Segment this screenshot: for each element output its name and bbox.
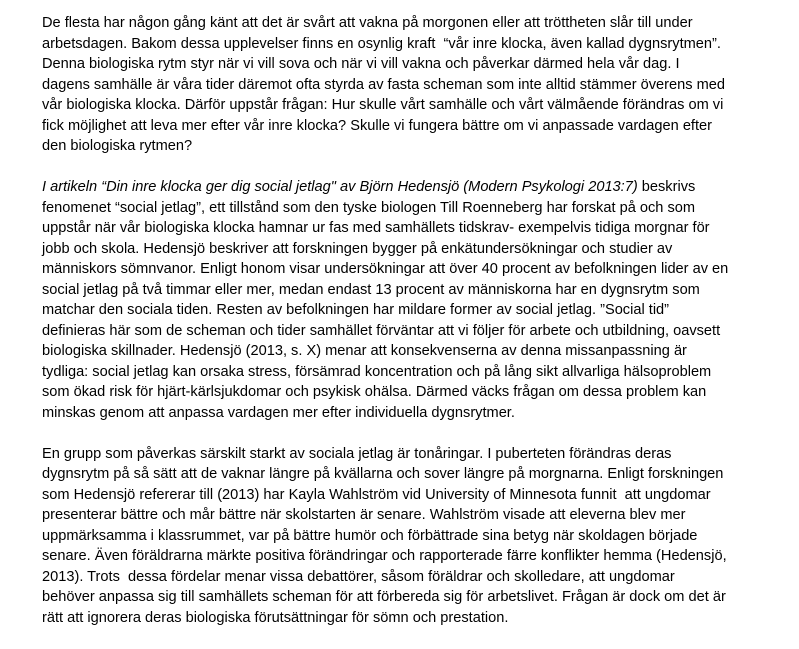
- text-line: den biologiska rytmen?: [42, 138, 193, 154]
- text-line: matchar den sociala tiden. Resten av befolkningen har mildare former av social jetlag. ”Social tid”: [42, 302, 670, 318]
- text-line: definieras här som de scheman och tider samhället förväntar att vi följer för arbete och utbildning, oavsett: [42, 322, 721, 339]
- text-line: social jetlag på två timmar eller mer, medan endast 13 procent av människorna har en dygnsrytm som: [42, 281, 700, 298]
- text-line: som Hedensjö refererar till (2013) har Kayla Wahlström vid University of Minnesota funnit att ungdomar: [42, 486, 711, 503]
- text-line: dagens samhälle är våra tider däremot ofta styrda av fasta scheman som inte alltid stämmer överens med: [42, 76, 725, 93]
- text-line: senare. Även föräldrarna märkte positiva förändringar och rapporterade färre konflikter hemma (Hedensjö,: [42, 548, 727, 564]
- text-line: dygnsrytm på så sätt att de vaknar längre på kvällarna och sover längre på morgnarna. Enligt forskningen: [42, 466, 724, 482]
- text-line: som ökad risk för hjärt-kärlsjukdomar och psykisk ohälsa. Därmed väcks frågan om dessa problem kan: [42, 384, 707, 400]
- paragraph-teenagers: [42, 444, 772, 629]
- text-line: rätt att ignorera deras biologiska förutsättningar för sömn och prestation.: [42, 609, 509, 626]
- text-line: En grupp som påverkas särskilt starkt av sociala jetlag är tonåringar. I puberteten förändras deras: [42, 445, 672, 462]
- paragraph-intro: [42, 13, 772, 157]
- text-line: vår biologiska klocka. Därför uppstår frågan: Hur skulle vårt samhälle och vårt välmående förändras om vi: [42, 97, 724, 113]
- text-line: uppmärksamma i klassrummet, var på bättre humör och förbättrade sina betyg när skoldagen började: [42, 527, 698, 544]
- text-fragment: beskrivs: [637, 179, 696, 195]
- text-line: Denna biologiska rytm styr när vi vill sova och när vi vill vakna och påverkar därmed hela vår dag. I: [42, 56, 680, 72]
- text-line: jobb och skola. Hedensjö beskriver att forskningen bygger på enkätundersökningar och studier av: [42, 240, 673, 257]
- text-line: behöver anpassa sig till samhällets scheman för att förbereda sig för arbetslivet. Frågan är dock om det är: [42, 589, 726, 605]
- text-line: De flesta har någon gång känt att det är svårt att vakna på morgonen eller att tröttheten slår till under: [42, 15, 693, 31]
- text-line: uppstår när vår biologiska klocka hamnar ur fas med samhällets tidskrav- exempelvis tidiga morgnar för: [42, 220, 710, 236]
- document-page: [42, 13, 772, 649]
- article-citation: I artikeln “Din inre klocka ger dig social jetlag" av Björn Hedensjö (Modern Psykologi 2013:7): [42, 179, 638, 195]
- text-line: fenomenet “social jetlag”, ett tillstånd som den tyske biologen Till Roenneberg har forskat på och som: [42, 199, 696, 216]
- text-line: minskas genom att anpassa vardagen mer efter individuella dygnsrytmer.: [42, 404, 515, 421]
- text-line: biologiska skillnader. Hedensjö (2013, s. X) menar att konsekvenserna av denna missanpassning är: [42, 343, 687, 359]
- text-line: 2013). Trots dessa fördelar menar vissa debattörer, såsom föräldrar och skolledare, att ungdomar: [42, 568, 675, 585]
- text-line: arbetsdagen. Bakom dessa upplevelser finns en osynlig kraft “vår inre klocka, även kallad dygnsrytmen”.: [42, 35, 721, 52]
- text-line: människors sömnvanor. Enligt honom visar undersökningar att över 40 procent av befolkningen lider av en: [42, 261, 729, 277]
- paragraph-article-summary: [42, 177, 772, 423]
- text-line: fick möjlighet att leva mer efter vår inre klocka? Skulle vi fungera bättre om vi anpassade vardagen efter: [42, 117, 713, 134]
- text-line: tydliga: social jetlag kan orsaka stress, försämrad koncentration och på lång sikt allvarliga hälsoproblem: [42, 363, 712, 380]
- text-line: presenterar bättre och mår bättre när skolstarten är senare. Wahlström visade att eleverna blev mer: [42, 507, 686, 523]
- text-line: [42, 177, 772, 198]
